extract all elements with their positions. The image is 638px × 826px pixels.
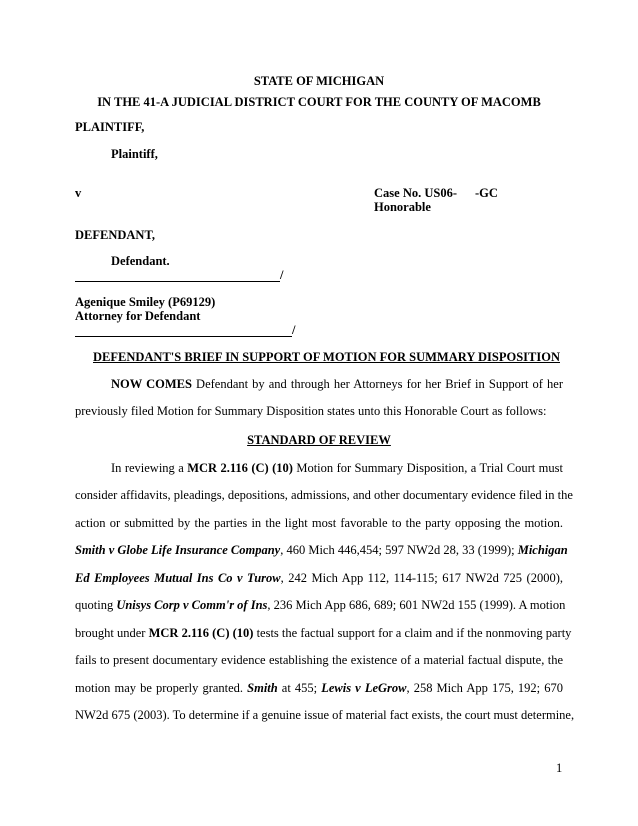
intro-line-2: previously filed Motion for Summary Disposition states unto this Honorable Court as follows: — [75, 404, 547, 418]
caption-rule-1-slash: / — [280, 268, 284, 282]
p1-line-3: action or submitted by the parties in the light most favorable to the party opposing the motion. — [75, 516, 563, 530]
brief-title: DEFENDANT'S BRIEF IN SUPPORT OF MOTION FOR SUMMARY DISPOSITION — [93, 350, 560, 364]
caption-rule-2-slash: / — [292, 323, 296, 337]
p1-line-9: motion may be properly granted. Smith at 455; Lewis v LeGrow, 258 Mich App 175, 192; 670 — [75, 681, 563, 695]
honorable-label: Honorable — [374, 200, 431, 214]
p1-line-1: In reviewing a MCR 2.116 (C) (10) Motion for Summary Disposition, a Trial Court must — [111, 461, 563, 475]
court-heading: IN THE 41-A JUDICIAL DISTRICT COURT FOR THE COUNTY OF MACOMB — [97, 95, 541, 109]
p1-line-4: Smith v Globe Life Insurance Company, 460 Mich 446,454; 597 NW2d 28, 33 (1999); Michigan — [75, 543, 568, 557]
case-number: Case No. US06- — [374, 186, 457, 200]
caption-rule-2 — [75, 336, 292, 337]
case-suffix: -GC — [475, 186, 498, 200]
plaintiff-role: Plaintiff, — [111, 147, 158, 161]
attorney-name: Agenique Smiley (P69129) — [75, 295, 216, 309]
page-number: 1 — [556, 761, 563, 775]
section-heading: STANDARD OF REVIEW — [247, 433, 391, 447]
attorney-title: Attorney for Defendant — [75, 309, 201, 323]
defendant-header: DEFENDANT, — [75, 228, 155, 242]
p1-line-10: NW2d 675 (2003). To determine if a genuine issue of material fact exists, the court must determine, — [75, 708, 575, 722]
state-heading: STATE OF MICHIGAN — [253, 74, 385, 88]
p1-line-5: Ed Employees Mutual Ins Co v Turow, 242 Mich App 112, 114-115; 617 NW2d 725 (2000), — [75, 571, 563, 585]
p1-line-2: consider affidavits, pleadings, depositions, admissions, and other documentary evidence filed in the — [75, 488, 573, 502]
caption-rule-1 — [75, 281, 280, 282]
plaintiff-header: PLAINTIFF, — [75, 120, 145, 134]
intro-lead: NOW COMES — [111, 377, 192, 391]
intro-line-1: NOW COMES Defendant by and through her Attorneys for her Brief in Support of her — [111, 377, 563, 391]
p1-line-6: quoting Unisys Corp v Comm'r of Ins, 236 Mich App 686, 689; 601 NW2d 155 (1999). A motion — [75, 598, 566, 612]
p1-line-8: fails to present documentary evidence establishing the existence of a material factual dispute, the — [75, 653, 563, 667]
versus-label: v — [75, 186, 82, 200]
p1-line-7: brought under MCR 2.116 (C) (10) tests the factual support for a claim and if the nonmoving party — [75, 626, 572, 640]
defendant-role: Defendant. — [111, 254, 170, 268]
